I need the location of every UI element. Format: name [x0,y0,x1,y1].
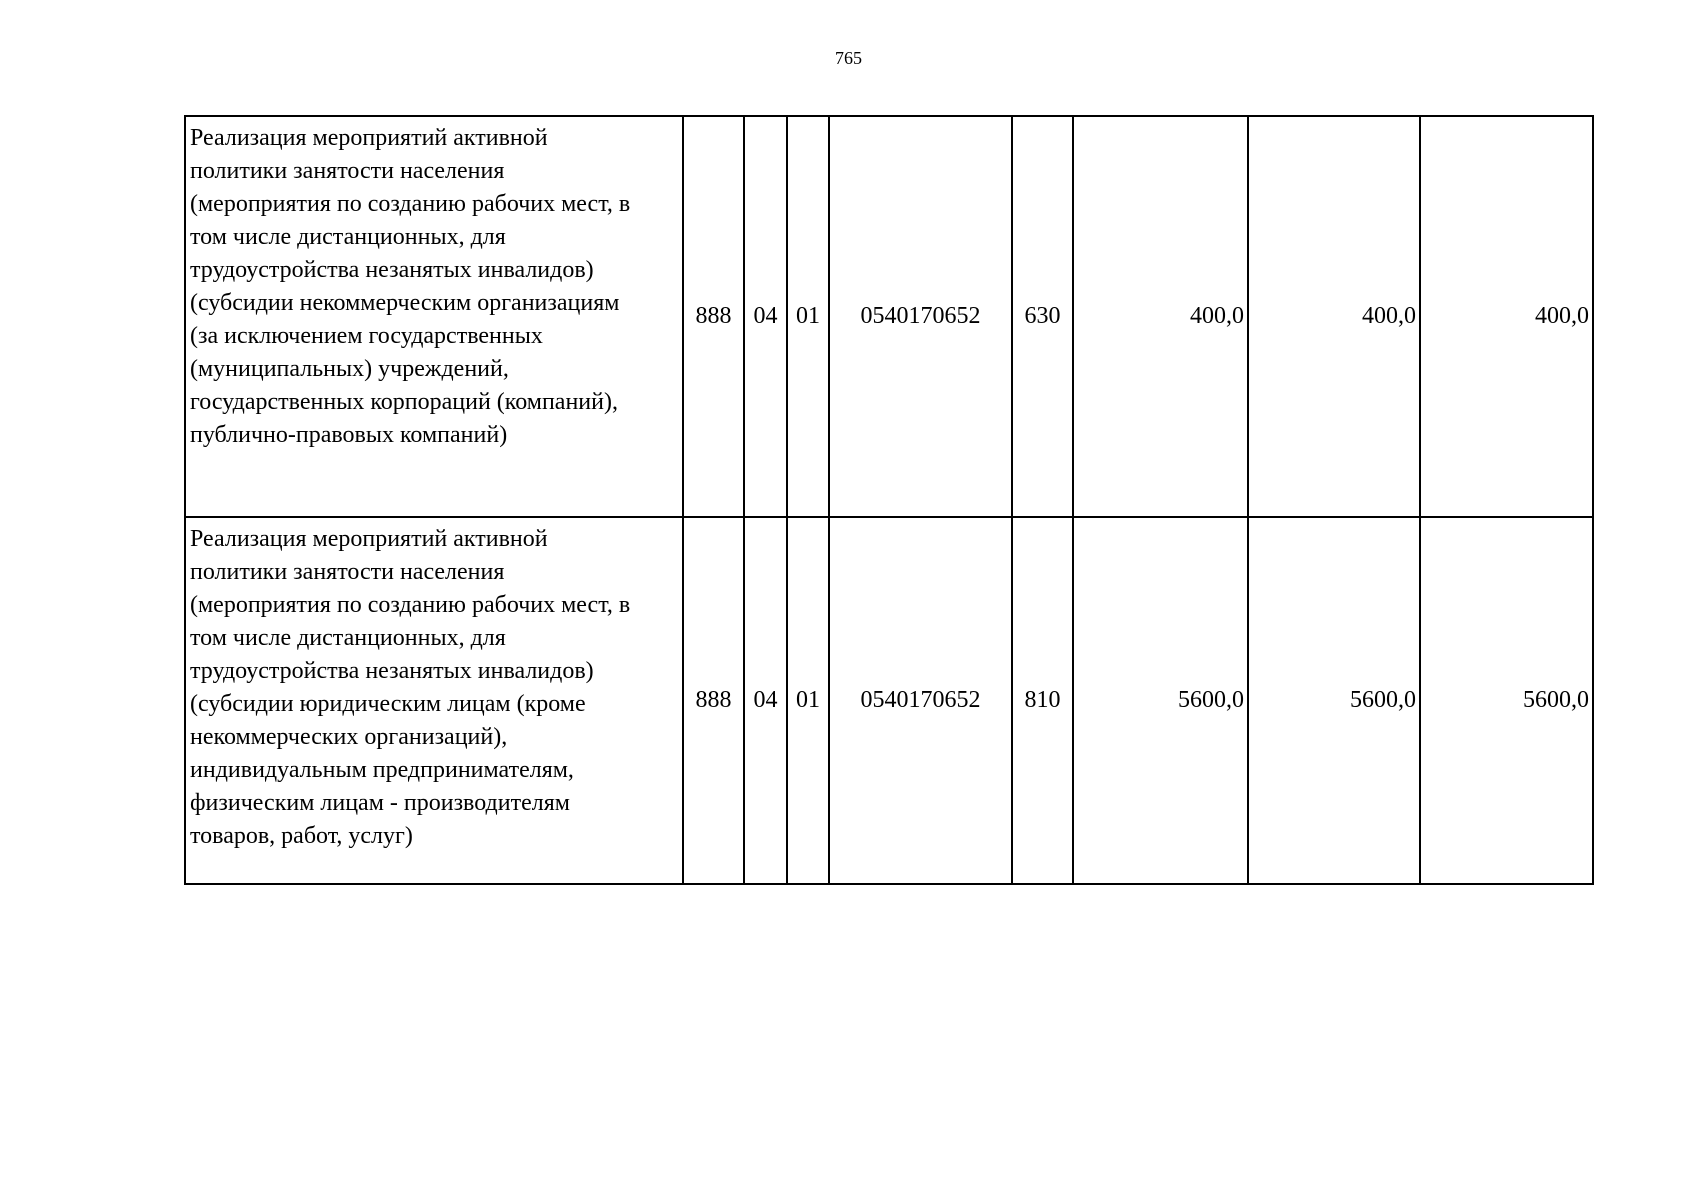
table-row [185,116,1593,517]
amount-year-2: 400,0 [1248,116,1420,517]
subsection-code: 01 [787,517,829,884]
section-code: 04 [744,517,787,884]
ministry-code: 888 [683,116,744,517]
table-row [185,517,1593,884]
row-description: Реализация мероприятий активной политики занятости населения (мероприятия по созданию рабочих мест, в том числе дистанционных, для трудоустройства незанятых инвалидов) (субсидии юридическим лицам (кроме некоммерческих организаций), индивидуальным предпринимателям, физическим лицам - производителям товаров, работ, услуг) [185,517,683,884]
subsection-code: 01 [787,116,829,517]
amount-year-2: 5600,0 [1248,517,1420,884]
expense-type-code: 810 [1012,517,1073,884]
page-number: 765 [835,48,862,68]
target-article-code: 0540170652 [829,116,1012,517]
amount-year-3: 400,0 [1420,116,1593,517]
row-description: Реализация мероприятий активной политики занятости населения (мероприятия по созданию рабочих мест, в том числе дистанционных, для трудоустройства незанятых инвалидов) (субсидии некоммерческим организациям (за исключением государственных (муниципальных) учреждений, государственных корпораций (компаний), публично-правовых компаний) [185,116,683,517]
budget-table [184,115,1594,885]
amount-year-1: 5600,0 [1073,517,1248,884]
target-article-code: 0540170652 [829,517,1012,884]
amount-year-1: 400,0 [1073,116,1248,517]
amount-year-3: 5600,0 [1420,517,1593,884]
ministry-code: 888 [683,517,744,884]
section-code: 04 [744,116,787,517]
expense-type-code: 630 [1012,116,1073,517]
